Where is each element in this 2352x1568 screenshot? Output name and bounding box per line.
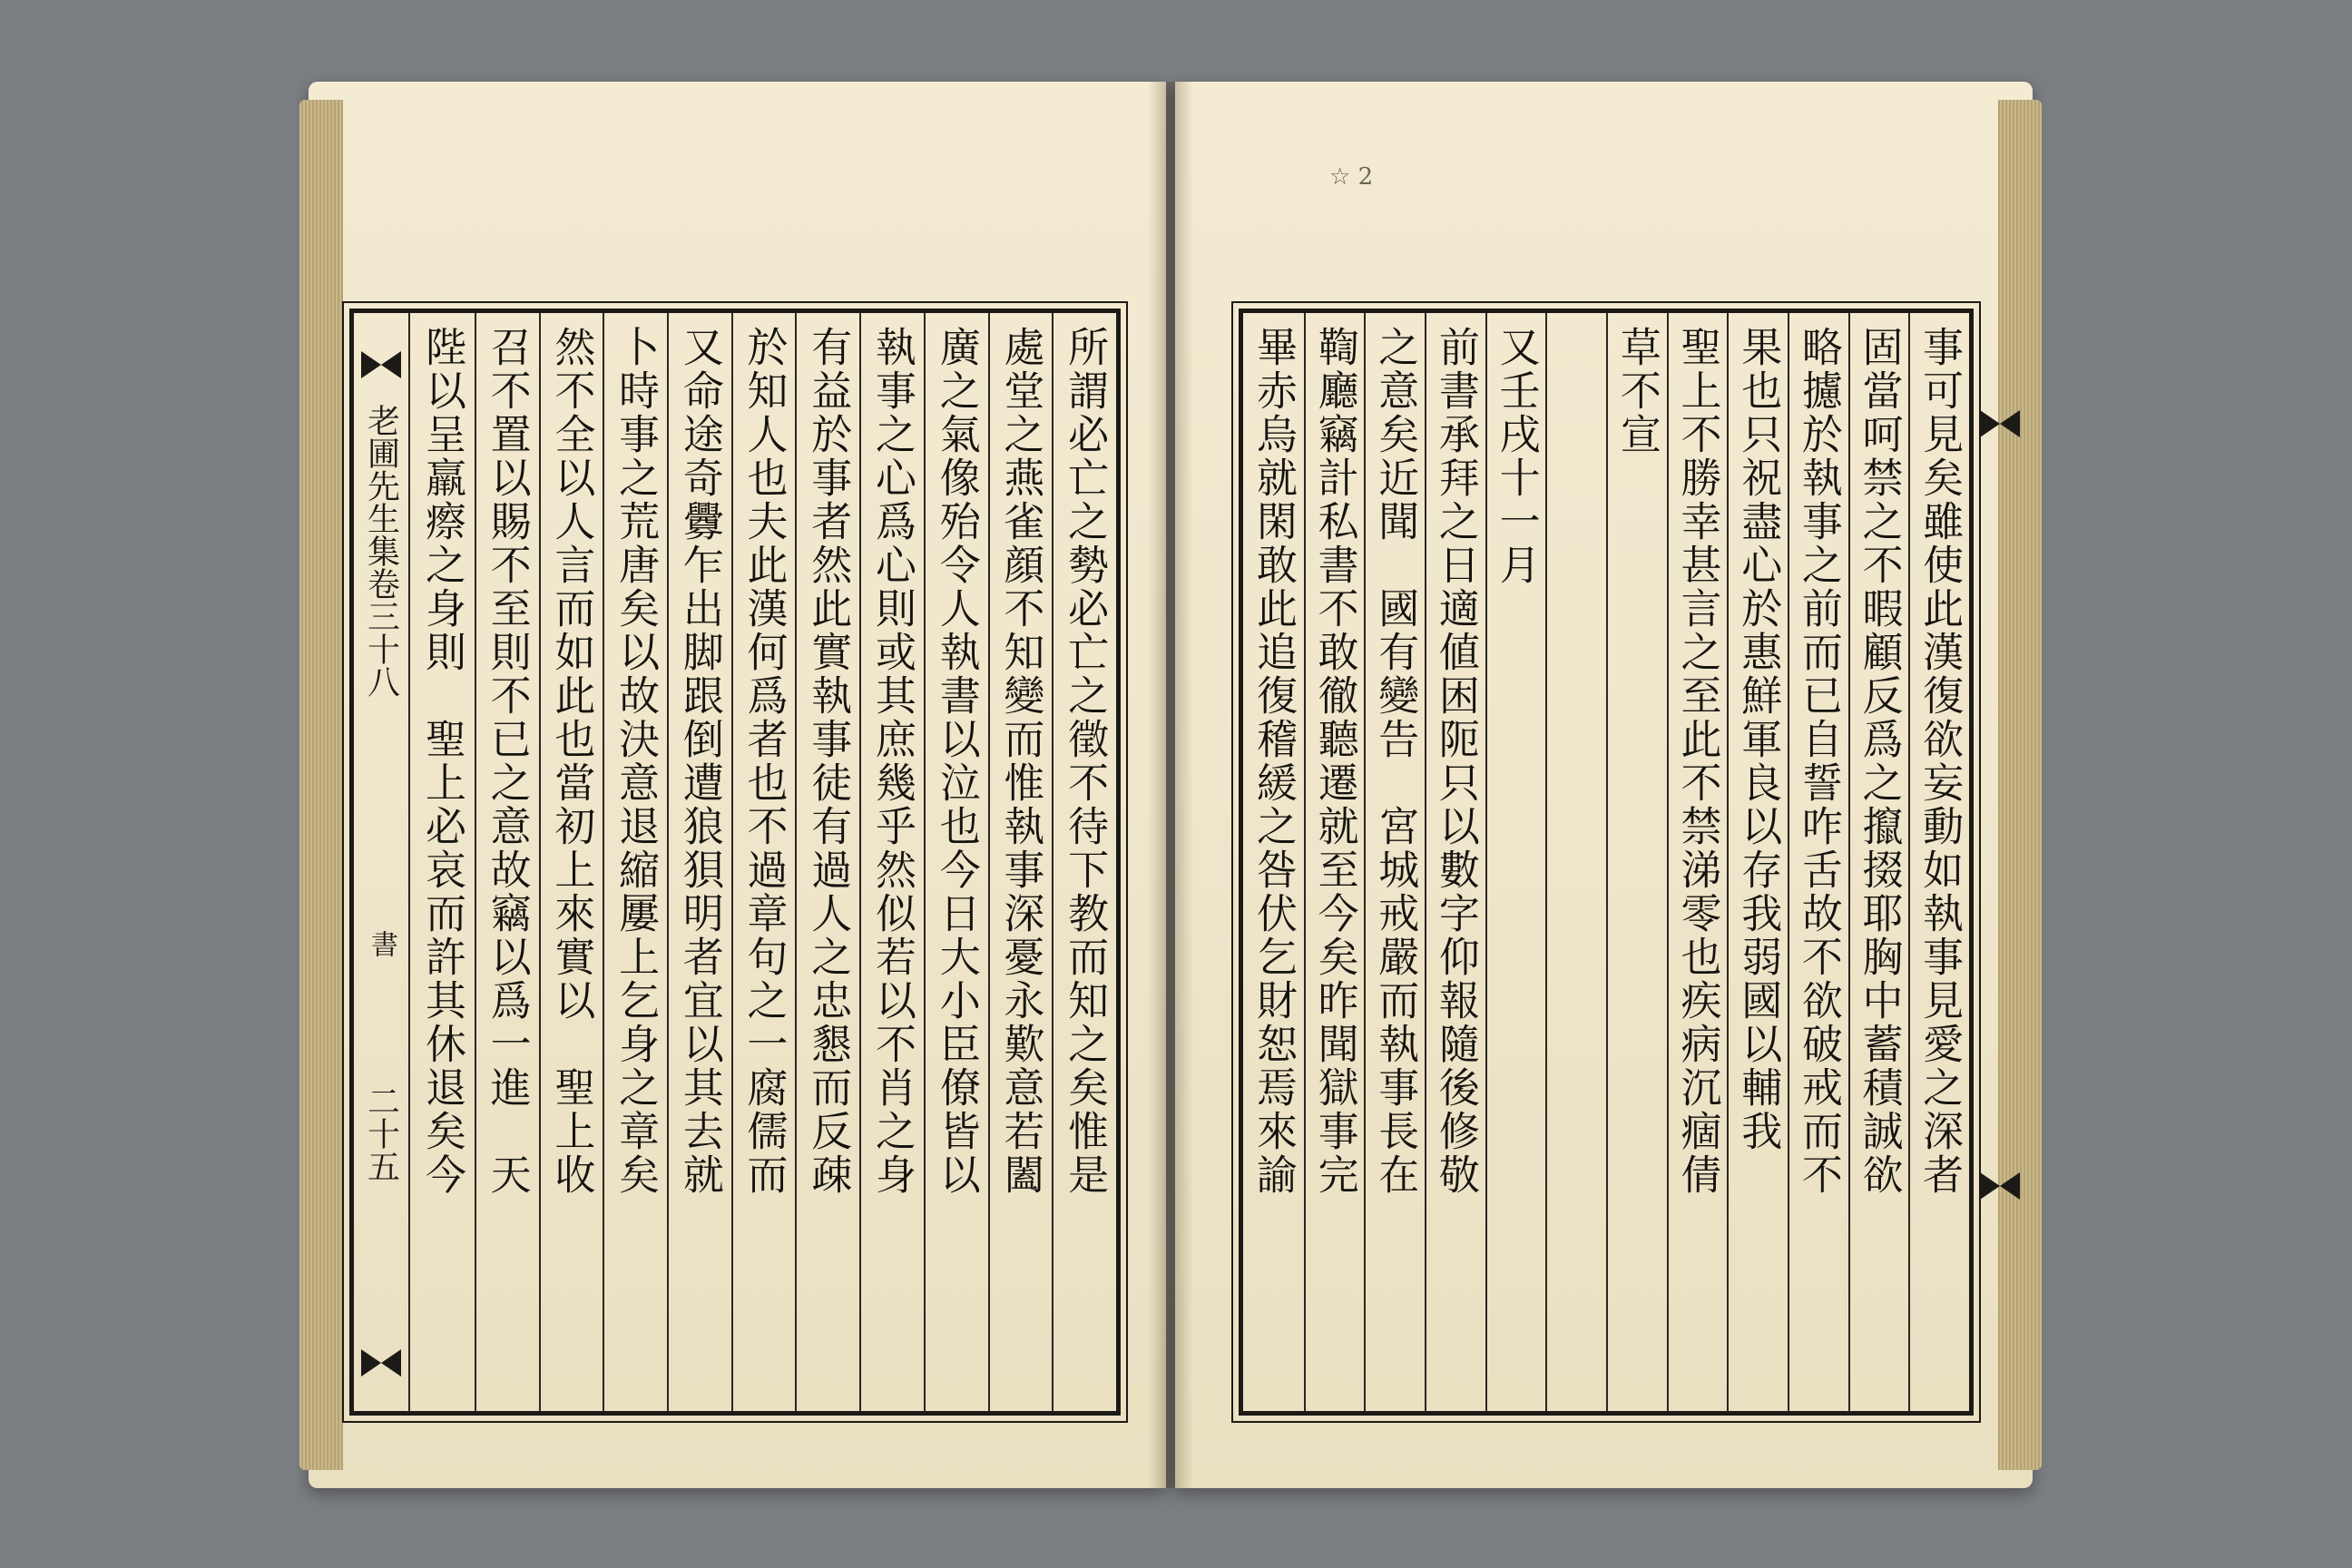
margin-section: 書 — [366, 930, 397, 957]
right-text-column: 畢赤烏就閑敢此追復稽緩之咎伏乞財恕焉來諭 — [1249, 326, 1298, 1197]
left-text-column: 然不全以人言而如此也當初上來實以 聖上收 — [539, 313, 603, 1411]
right-text-column: 之意矣近聞 國有變告 宮城戒嚴而執事長在 — [1364, 313, 1425, 1411]
right-text-column: 鞫廳竊計私書不敢徹聽遷就至今矣昨聞獄事完 — [1304, 313, 1365, 1411]
margin-title: 老圃先生集卷三十八 — [362, 404, 400, 698]
right-text-column: 前書承拜之日適値困阨只以數字仰報隨後修敬 — [1425, 313, 1485, 1411]
left-text-column: 召不置以賜不至則不已之意故竊以爲一進 天 — [475, 313, 539, 1411]
book-gutter — [1148, 82, 1193, 1488]
right-text-columns — [1243, 313, 1969, 1411]
margin-page-number: 二十五 — [362, 1084, 400, 1182]
right-text-column: 固當呵禁之不暇顧反爲之攛掇耶胸中蓄積誠欲 — [1848, 313, 1909, 1411]
right-text-column: 略攄於執事之前而已自誓咋舌故不欲破戒而不 — [1788, 313, 1848, 1411]
left-page — [309, 82, 1166, 1488]
right-text-column: 草不宣 — [1606, 313, 1667, 1411]
left-text-column: 廣之氣像殆令人執書以泣也今日大小臣僚皆以 — [924, 313, 988, 1411]
right-text-column: 又壬戌十一月 — [1485, 313, 1546, 1411]
right-page-edges — [1998, 100, 2042, 1470]
fish-tail-mark-icon — [359, 1348, 403, 1378]
right-page — [1175, 82, 2033, 1488]
left-text-columns — [410, 313, 1116, 1411]
right-text-column — [1545, 313, 1606, 1411]
left-text-column: 卜時事之荒唐矣以故決意退縮屢上乞身之章矣 — [603, 313, 667, 1411]
right-text-frame — [1239, 309, 1974, 1416]
fish-tail-mark-icon — [359, 349, 403, 380]
left-text-column: 陛以呈羸瘵之身則 聖上必哀而許其休退矣今 — [417, 326, 466, 1197]
left-text-column: 又命途奇釁乍出脚跟倒遭狼狽明者宜以其去就 — [667, 313, 731, 1411]
left-text-column: 有益於事者然此實執事徒有過人之忠懇而反疎 — [795, 313, 859, 1411]
right-text-column: 果也只祝盡心於惠鮮軍良以存我弱國以輔我 — [1727, 313, 1788, 1411]
left-text-column: 所謂必亡之勢必亡之徵不待下教而知之矣惟是 — [1052, 313, 1116, 1411]
pencil-annotation: ☆ 2 — [1329, 163, 1374, 191]
left-text-column: 處堂之燕雀顔不知變而惟執事深憂永歎意若闔 — [988, 313, 1053, 1411]
left-text-column: 於知人也夫此漢何爲者也不過章句之一腐儒而 — [731, 313, 796, 1411]
fish-tail-mark-icon — [1978, 408, 2022, 439]
right-text-column: 聖上不勝幸甚言之至此不禁涕零也疾病沉痼倩 — [1667, 313, 1728, 1411]
left-text-frame — [349, 309, 1121, 1416]
right-text-column: 事可見矣雖使此漢復欲妄動如執事見愛之深者 — [1908, 313, 1969, 1411]
left-margin-column — [354, 313, 410, 1411]
left-text-column: 執事之心爲心則或其庶幾乎然似若以不肖之身 — [859, 313, 924, 1411]
fish-tail-mark-icon — [1978, 1171, 2022, 1201]
open-book — [309, 82, 2033, 1488]
left-page-edges — [299, 100, 343, 1470]
